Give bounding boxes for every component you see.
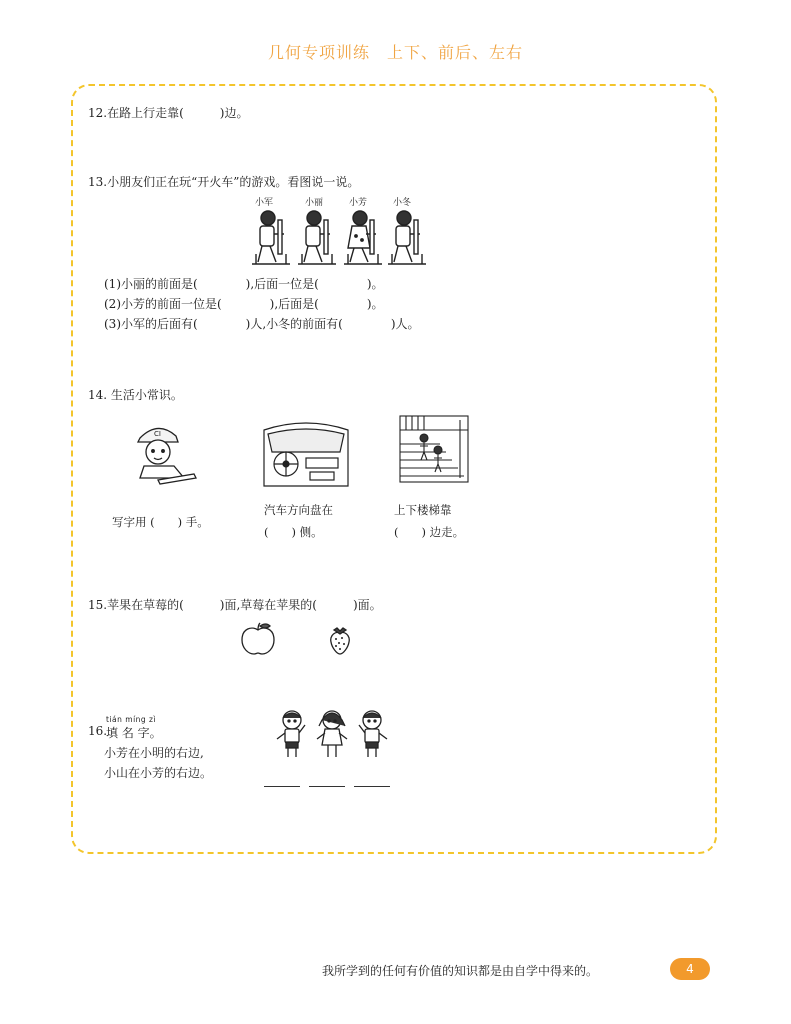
question-16-line-2: 小山在小芳的右边。	[104, 766, 213, 780]
apple-icon	[240, 622, 276, 656]
name-blank-1[interactable]	[264, 786, 300, 787]
svg-text:CI: CI	[154, 430, 161, 438]
train-game-children-illustration	[244, 206, 428, 272]
page-header-title: 几何专项训练 上下、前后、左右	[267, 43, 523, 62]
question-13-sub-1: (1)小丽的前面是( ),后面一位是( )。	[104, 277, 384, 291]
child-xiaojun	[252, 211, 290, 264]
question-13-sub-3: (3)小军的后面有( )人,小冬的前面有( )人。	[104, 317, 420, 331]
question-14: 14. 生活小常识。	[88, 388, 183, 402]
stairs-illustration	[398, 414, 470, 484]
child-xiaoli	[298, 211, 336, 264]
question-13: 13.小朋友们正在玩“开火车”的游戏。看图说一说。	[88, 175, 360, 189]
child-middle	[317, 711, 347, 757]
child-xiaodong	[388, 211, 426, 264]
name-blank-2[interactable]	[309, 786, 345, 787]
question-16-pinyin: tián míng zì	[106, 715, 157, 724]
question-14-caption-writing-hand: 写字用 ( ) 手。	[112, 515, 209, 529]
question-12: 12.在路上行走靠( )边。	[88, 106, 249, 120]
car-dashboard-illustration	[262, 420, 350, 488]
question-14-caption-steering-side: ( ) 侧。	[264, 525, 323, 539]
question-16-title: 填 名 字。	[106, 726, 162, 740]
name-label-xiaodong: 小冬	[392, 198, 411, 208]
child-left	[277, 711, 305, 757]
name-label-xiaofang: 小芳	[348, 198, 367, 208]
footer-quote: 我所学到的任何有价值的知识都是由自学中得来的。	[322, 964, 599, 978]
strawberry-icon	[328, 626, 352, 656]
three-children-illustration	[266, 706, 390, 768]
question-16-line-1: 小芳在小明的右边,	[104, 746, 204, 760]
question-16-number: 16.	[88, 724, 108, 738]
name-label-xiaoli: 小丽	[304, 198, 323, 208]
name-blank-3[interactable]	[354, 786, 390, 787]
question-14-caption-steering-wheel: 汽车方向盘在	[264, 503, 333, 517]
name-label-xiaojun: 小军	[254, 198, 273, 208]
page-number-badge: 4	[670, 958, 710, 980]
child-right	[359, 711, 387, 757]
child-writing-illustration	[128, 420, 200, 486]
child-xiaofang	[344, 211, 382, 264]
question-13-sub-2: (2)小芳的前面一位是( ),后面是( )。	[104, 297, 384, 311]
question-14-caption-stairs-side: ( ) 边走。	[394, 525, 465, 539]
question-15: 15.苹果在草莓的( )面,草莓在苹果的( )面。	[88, 598, 382, 612]
question-14-caption-stairs: 上下楼梯靠	[394, 503, 452, 517]
